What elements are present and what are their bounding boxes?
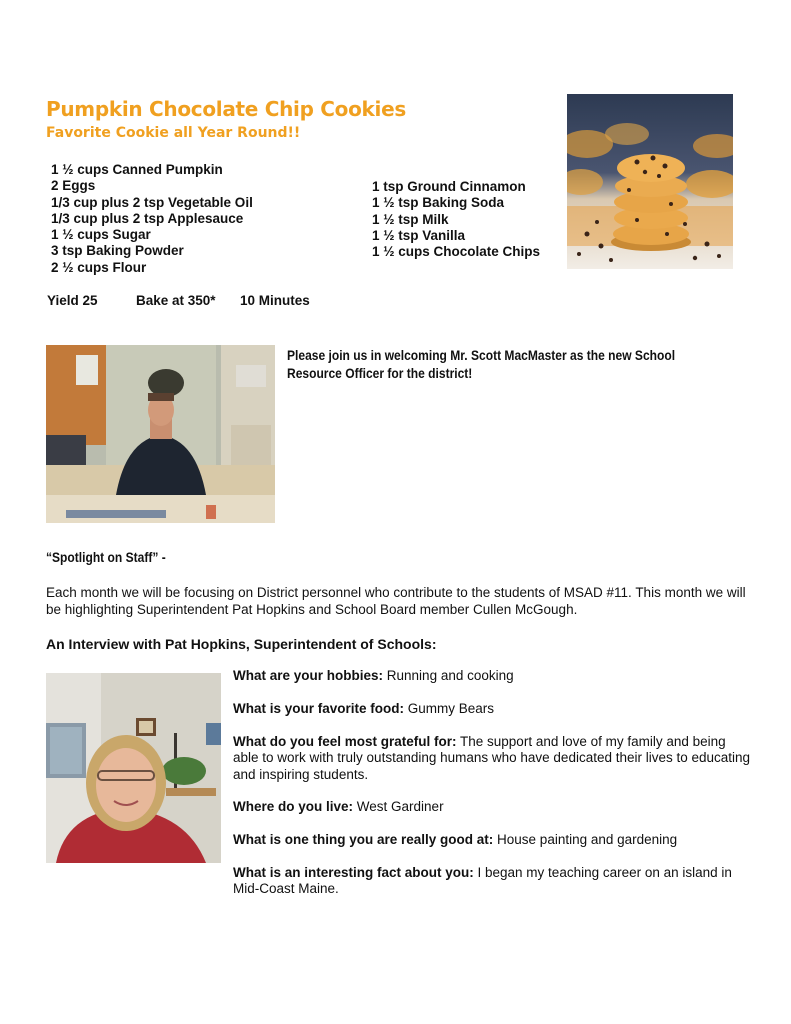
recipe-title: Pumpkin Chocolate Chip Cookies	[46, 97, 406, 121]
qa-question: Where do you live:	[233, 799, 354, 814]
ingredient-item: 1 ½ cups Canned Pumpkin	[51, 162, 223, 177]
recipe-subtitle: Favorite Cookie all Year Round!!	[46, 125, 301, 141]
announcement-text: Please join us in welcoming Mr. Scott MacMaster as the new School Resource Officer for the district!	[287, 347, 676, 381]
yield-text: Yield 25	[47, 293, 98, 308]
qa-answer: Running and cooking	[383, 668, 514, 683]
ingredients-left	[51, 162, 253, 276]
qa-answer: West Gardiner	[353, 799, 444, 814]
qa-question: What are your hobbies:	[233, 668, 384, 683]
spotlight-body: Each month we will be focusing on District personnel who contribute to the students of MSAD #11. This month we will be highlighting Superintendent Pat Hopkins and School Board member Cullen McGough.	[46, 585, 746, 617]
ingredient-item: 1/3 cup plus 2 tsp Vegetable Oil	[51, 194, 253, 210]
pat-hopkins-photo	[46, 673, 221, 863]
qa-question: What is one thing you are really good at:	[233, 832, 494, 847]
ingredient-item: 3 tsp Baking Powder	[51, 243, 184, 259]
ingredient-item: 1 ½ cups Sugar	[51, 227, 151, 243]
qa-item	[233, 799, 753, 815]
qa-item	[233, 865, 753, 898]
ingredient-item: 1 ½ tsp Baking Soda	[372, 195, 505, 211]
ingredients-right	[372, 179, 540, 260]
qa-item	[233, 832, 753, 848]
qa-answer: The support and love of my family and being able to work with truly outstanding humans who have dedicated their lives to educating and inspiring students.	[233, 734, 751, 782]
spotlight-title: “Spotlight on Staff” -	[46, 549, 166, 565]
yield-row	[47, 293, 310, 308]
qa-item	[233, 734, 753, 783]
ingredient-item: 2 ½ cups Flour	[51, 259, 147, 275]
ingredient-item: 1 tsp Ground Cinnamon	[372, 179, 526, 194]
qa-question: What is an interesting fact about you:	[233, 865, 474, 880]
ingredient-item: 1/3 cup plus 2 tsp Applesauce	[51, 210, 244, 226]
qa-item	[233, 668, 753, 684]
cookie-photo	[567, 94, 733, 269]
bake-temp: Bake at 350*	[136, 293, 216, 308]
qa-question: What is your favorite food:	[233, 701, 405, 716]
ingredient-item: 1 ½ cups Chocolate Chips	[372, 244, 541, 260]
qa-item	[233, 701, 753, 717]
bake-time: 10 Minutes	[240, 293, 310, 308]
ingredient-item: 1 ½ tsp Vanilla	[372, 227, 466, 243]
qa-answer: I began my teaching career on an island in Mid-Coast Maine.	[233, 865, 732, 897]
ingredient-item: 1 ½ tsp Milk	[372, 211, 449, 227]
interview-title: An Interview with Pat Hopkins, Superintendent of Schools:	[46, 636, 437, 652]
qa-question: What do you feel most grateful for:	[233, 734, 457, 749]
ingredient-item: 2 Eggs	[51, 178, 96, 194]
qa-answer: Gummy Bears	[404, 701, 495, 716]
qa-answer: House painting and gardening	[493, 832, 678, 847]
officer-photo	[46, 345, 275, 523]
